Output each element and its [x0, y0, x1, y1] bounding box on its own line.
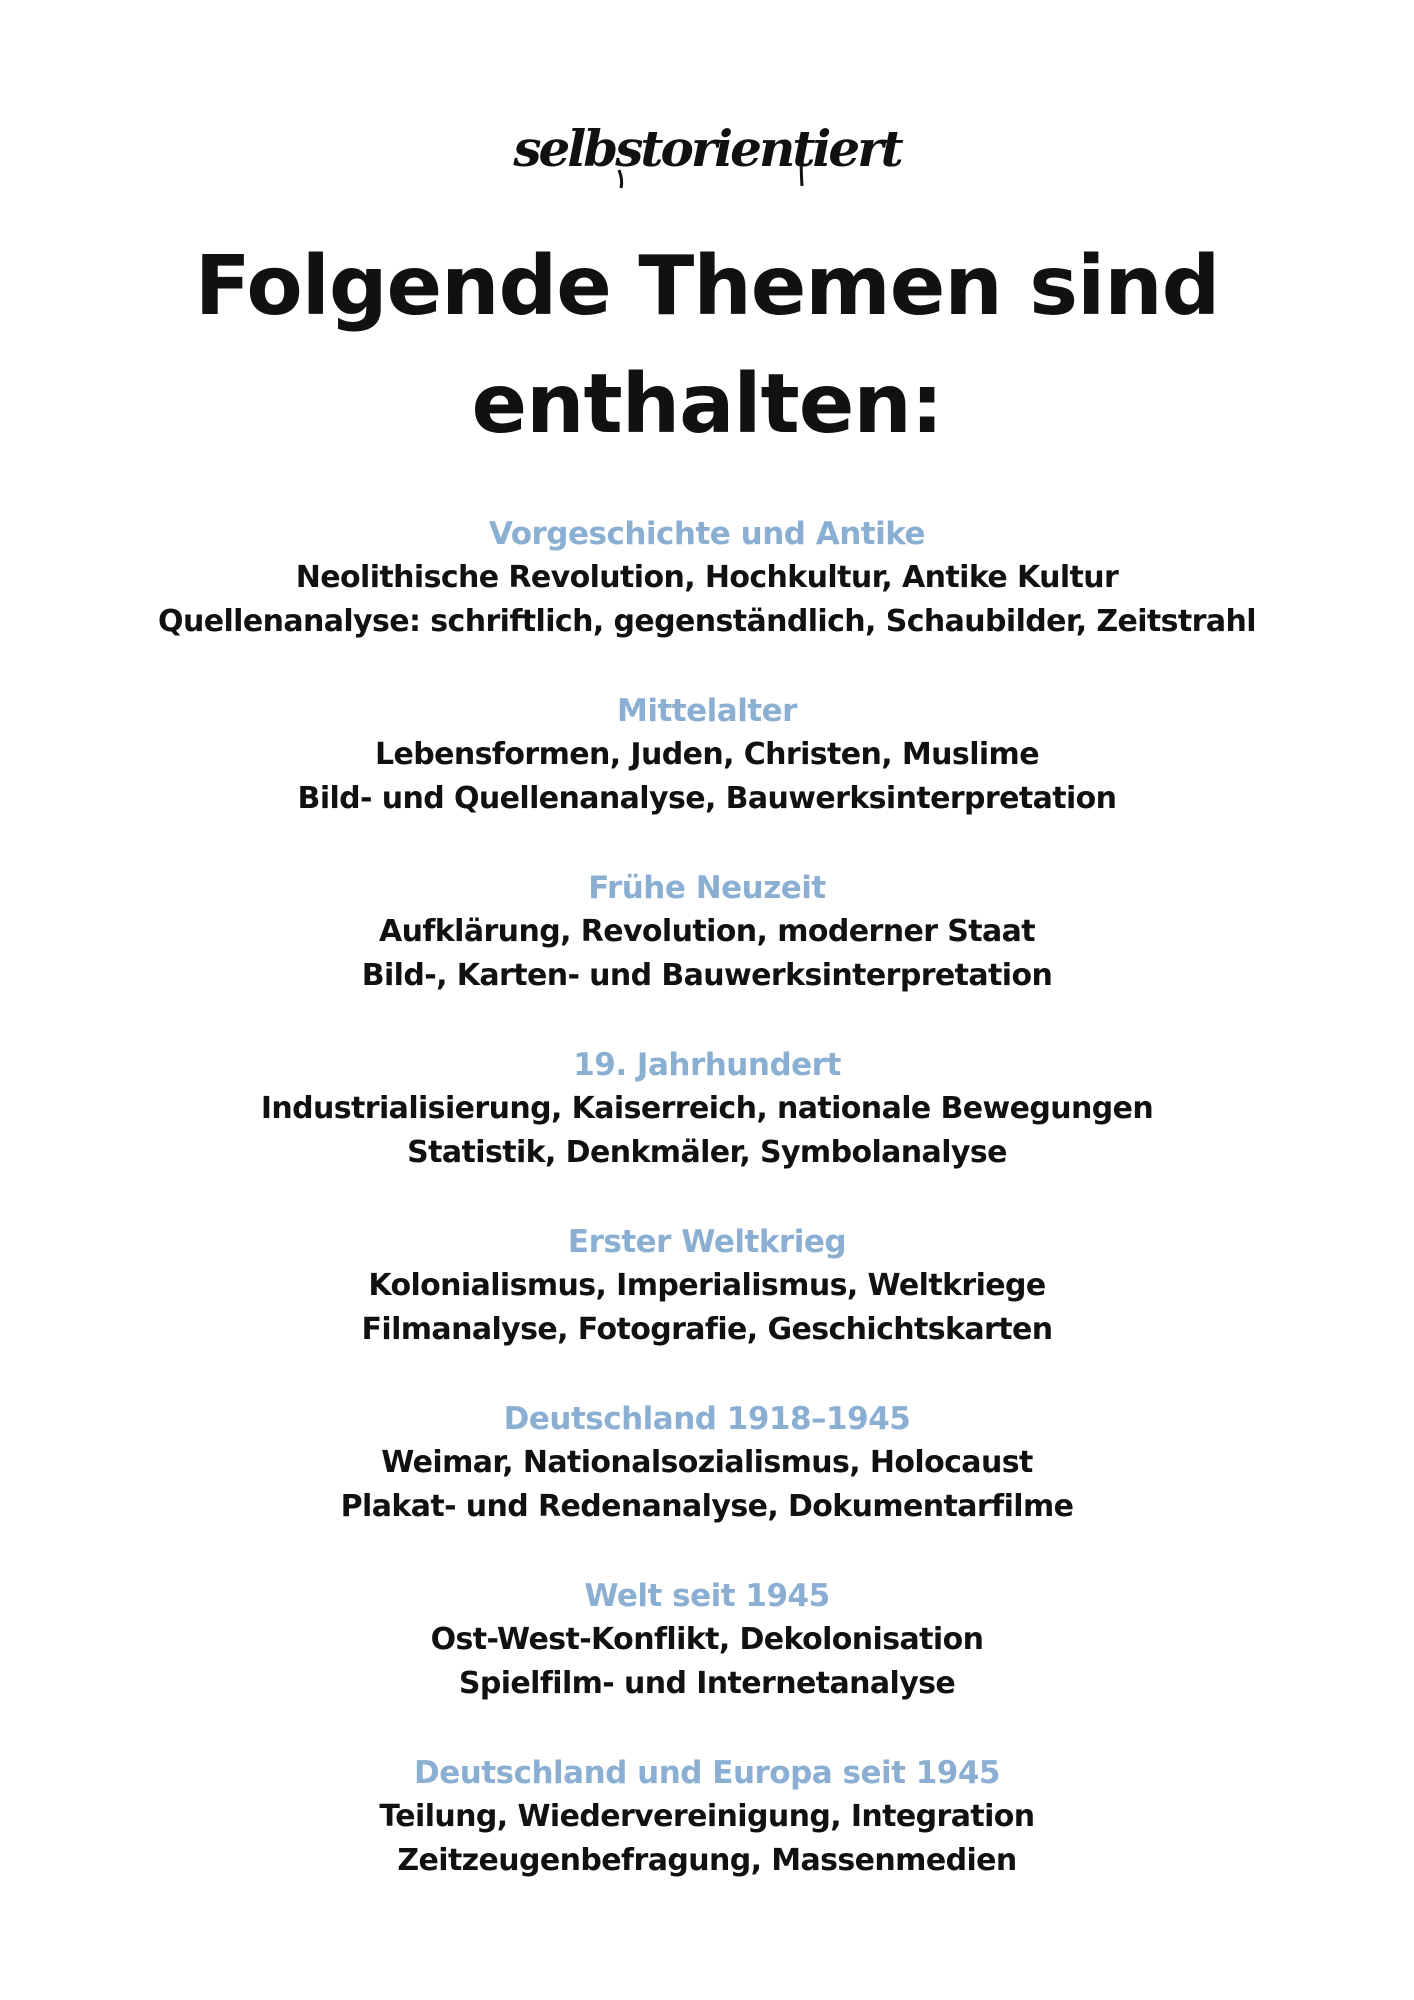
topic-themes: Weimar, Nationalsozialismus, Holocaust [381, 1445, 1033, 1480]
topic-methods: Quellenanalyse: schriftlich, gegenständlich, Schaubilder, Zeitstrahl [158, 604, 1256, 639]
topic-themes: Aufklärung, Revolution, moderner Staat [378, 914, 1036, 949]
topic-deutschland-1918-1945 [0, 1397, 1414, 1574]
topic-heading: Welt seit 1945 [584, 1578, 830, 1614]
topic-themes: Industrialisierung, Kaiserreich, nationale Bewegungen [260, 1091, 1154, 1126]
topic-themes: Neolithische Revolution, Hochkultur, Antike Kultur [295, 560, 1119, 595]
topic-heading: Mittelalter [617, 693, 797, 729]
brand-logo-mark [513, 104, 901, 194]
topic-fruehe-neuzeit [0, 866, 1414, 1043]
topic-methods: Spielfilm- und Internetanalyse [458, 1666, 956, 1701]
topic-methods: Plakat- und Redenanalyse, Dokumentarfilme [340, 1489, 1074, 1524]
topic-list [0, 512, 1414, 1928]
topic-themes: Ost-West-Konflikt, Dekolonisation [430, 1622, 984, 1657]
topic-methods: Filmanalyse, Fotografie, Geschichtskarten [361, 1312, 1053, 1347]
topic-heading: Frühe Neuzeit [588, 870, 826, 906]
topic-heading: 19. Jahrhundert [573, 1047, 841, 1083]
topic-mittelalter [0, 689, 1414, 866]
page-title [0, 228, 1414, 464]
topic-themes: Lebensformen, Juden, Christen, Muslime [375, 737, 1039, 772]
topic-themes: Teilung, Wiedervereinigung, Integration [379, 1799, 1035, 1834]
topic-themes: Kolonialismus, Imperialismus, Weltkriege [368, 1268, 1046, 1303]
topic-methods: Statistik, Denkmäler, Symbolanalyse [407, 1135, 1007, 1170]
brand-logo [0, 104, 1414, 194]
topic-welt-seit-1945 [0, 1574, 1414, 1751]
topic-heading: Erster Weltkrieg [567, 1224, 847, 1260]
topic-vorgeschichte-antike [0, 512, 1414, 689]
topic-deutschland-europa-seit-1945 [0, 1751, 1414, 1928]
topic-methods: Bild- und Quellenanalyse, Bauwerksinterpretation [297, 781, 1117, 816]
topic-heading: Deutschland 1918–1945 [503, 1401, 911, 1437]
logo-flourish-left [619, 170, 622, 188]
page-title-line-2: enthalten: [471, 357, 943, 452]
topic-heading: Deutschland und Europa seit 1945 [414, 1755, 1000, 1791]
page-title-line-1: Folgende Themen sind [194, 239, 1220, 334]
logo-flourish-right [801, 134, 803, 186]
topic-heading: Vorgeschichte und Antike [488, 516, 926, 552]
topic-methods: Bild-, Karten- und Bauwerksinterpretation [361, 958, 1053, 993]
brand-logo-text: selbstorientiert [513, 119, 901, 178]
topic-methods: Zeitzeugenbefragung, Massenmedien [397, 1843, 1017, 1878]
topic-19-jahrhundert [0, 1043, 1414, 1220]
topic-erster-weltkrieg [0, 1220, 1414, 1397]
